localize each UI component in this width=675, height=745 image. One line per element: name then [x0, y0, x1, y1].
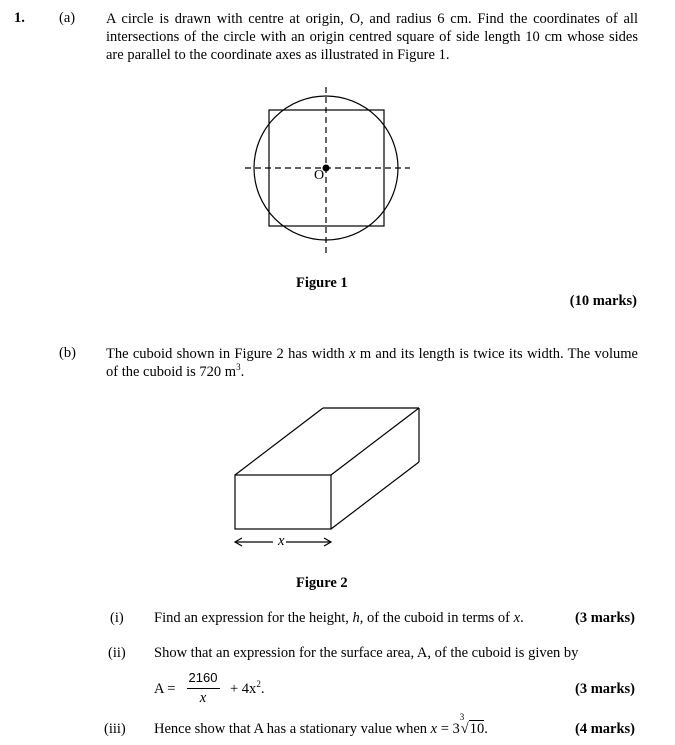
- sub-ii-marks: (3 marks): [574, 681, 635, 697]
- sub-i-marks: (3 marks): [574, 610, 635, 626]
- figure-2: [228, 400, 468, 550]
- part-a-marks: (10 marks): [569, 293, 637, 309]
- sub-ii-label: (ii): [108, 645, 126, 661]
- cuboid-front-face: [235, 475, 331, 529]
- formula-numerator: 2160: [188, 670, 218, 685]
- sub-iii-label: (iii): [104, 721, 126, 737]
- sub-i-label: (i): [110, 610, 124, 626]
- figure-1-caption: Figure 1: [296, 275, 348, 291]
- formula-rest: + $4x^2$.: [230, 679, 265, 697]
- sub-iii-text: Hence show that A has a stationary value when x = 3 3 √ 10.: [154, 712, 488, 737]
- cube-root: 3 √ 10: [459, 712, 485, 737]
- figure-2-caption: Figure 2: [296, 575, 348, 591]
- origin-label: O: [314, 168, 325, 183]
- sub-ii-text: Show that an expression for the surface area, A, of the cuboid is given by: [154, 645, 579, 661]
- part-b-label: (b): [59, 345, 76, 361]
- width-label: x: [278, 533, 285, 549]
- sub-iii-marks: (4 marks): [574, 721, 635, 737]
- sub-i-text: Find an expression for the height, h, of the cuboid in terms of x.: [154, 610, 524, 626]
- formula-denominator: x: [199, 690, 207, 706]
- fraction-bar: [187, 688, 220, 689]
- formula-lhs: A =: [154, 681, 176, 697]
- part-a-text: A circle is drawn with centre at origin, O, and radius 6 cm. Find the coordinates of all intersections of the circle with an origin centred square of side length 10 cm whose sides are parallel to the coordinate axes as illustrated in Figure 1.: [106, 11, 638, 63]
- part-b-text: The cuboid shown in Figure 2 has width x m and its length is twice its width. The volume of the cuboid is 720 $m^3$.: [106, 346, 638, 380]
- part-a-label: (a): [59, 10, 76, 26]
- question-number: 1.: [14, 10, 25, 26]
- figure-1: [240, 85, 415, 260]
